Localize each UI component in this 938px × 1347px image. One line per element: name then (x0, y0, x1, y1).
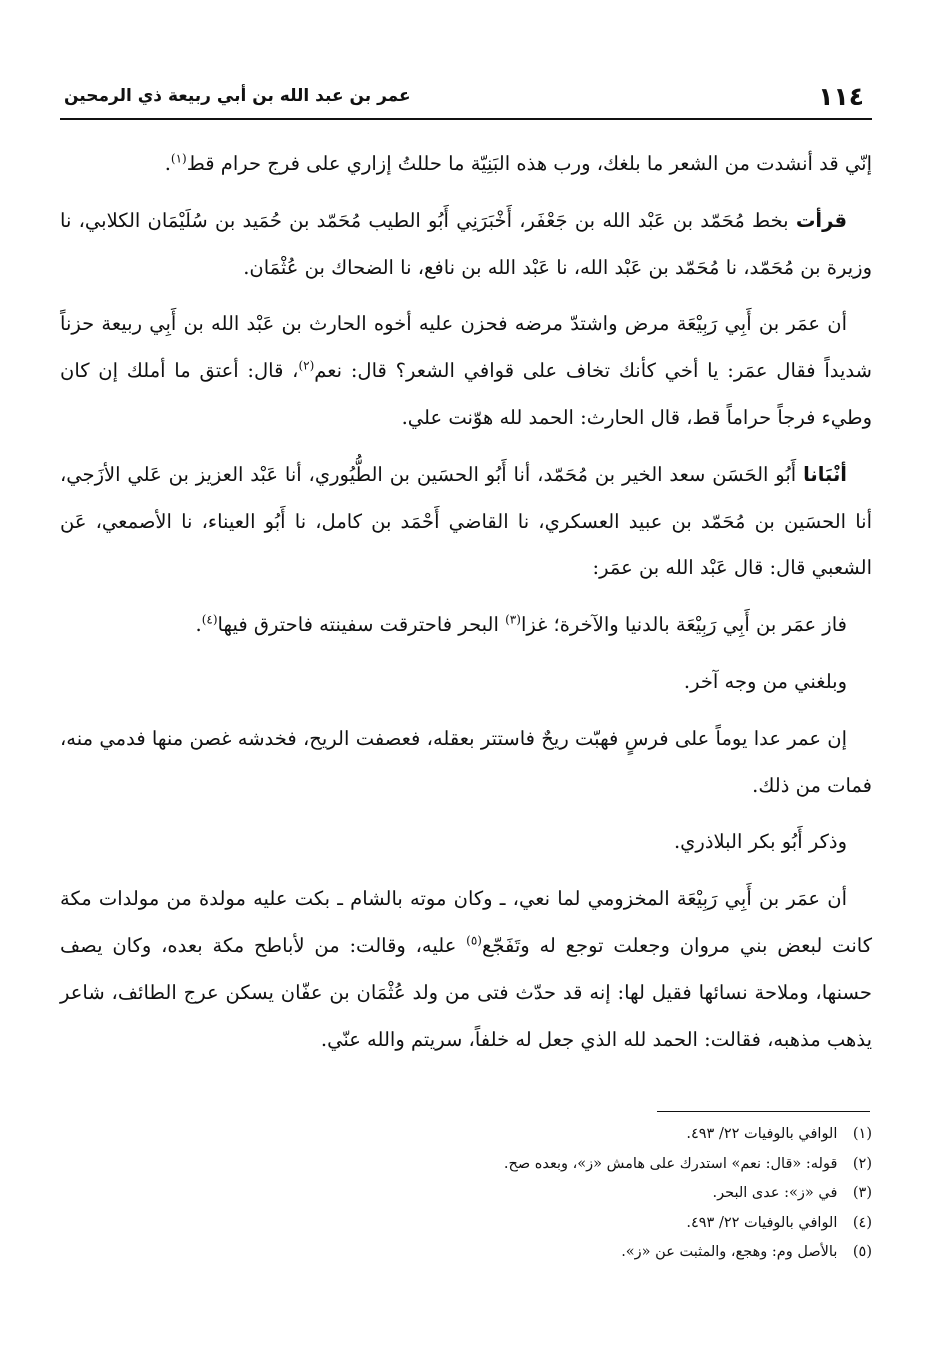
footnote-text: قوله: «قال: نعم» استدرك على هامش «ز»، وبعده صح. (503, 1155, 838, 1172)
footnote-item (60, 1179, 872, 1209)
footnote-number: (٣) (852, 1185, 872, 1201)
footnote-ref[interactable]: (١) (170, 151, 187, 166)
footnote-number: (٤) (852, 1214, 872, 1231)
page-number: ١١٤ (818, 82, 864, 111)
paragraph-text: وبلغني من وجه آخر. (683, 669, 847, 693)
book-page (60, 0, 872, 1347)
paragraph (60, 452, 872, 592)
footnote-ref[interactable]: (٥) (466, 933, 482, 948)
paragraph-text: أَبُو الحَسَن سعد الخير بن مُحَمّد، أنا أَبُو الحسَين بن الطُّيُوري، أنا عَبْد العزيز بن عَلي الأزَجي، أنا الحسَين بن مُحَمّد بن عبيد العسكري، نا القاضي أَحْمَد بن كامل، نا أَبُو العيناء، نا الأصمعي، عَن الشعبي قال: قال عَبْد الله بن عمَر: (60, 462, 872, 580)
paragraph-tail: ، قال: أعتق ما أملك إن كان وطيء فرجاً حراماً قط، قال الحارث: الحمد لله هوّنت علي. (60, 359, 872, 429)
page-header (60, 82, 872, 120)
footnote-text: في «ز»: عدى البحر. (712, 1185, 838, 1201)
footnote-number: (١) (852, 1126, 872, 1142)
footnote-item (60, 1238, 872, 1268)
paragraph-text: إن عمر عدا يوماً على فرسٍ فهبّت ريحٌ فاستتر بعقله، فعصفت الريح، فخدشه غصن منها فدمي منه، فمات من ذلك. (60, 726, 872, 797)
footnote-text: بالأصل وم: وهجع، والمثبت عن «ز». (621, 1244, 838, 1260)
paragraph (60, 141, 872, 188)
paragraph-text: فاز عمَر بن أَبِي رَبِيْعَة بالدنيا والآخرة؛ غزا (520, 613, 847, 637)
footnote-number: (٢) (852, 1155, 872, 1172)
paragraph-tail: . (164, 152, 171, 175)
footnote-ref[interactable]: (٣) (505, 612, 521, 627)
paragraph (60, 876, 872, 1063)
paragraph-text: وذكر أَبُو بكر البلاذري. (673, 830, 847, 854)
footnote-ref[interactable]: (٤) (201, 612, 218, 627)
keyword-lead: قرأت (795, 208, 847, 232)
paragraph (60, 716, 872, 810)
footnote-text: الوافي بالوفيات ٢٢/ ٤٩٣. (686, 1126, 838, 1142)
footnote-item (60, 1150, 872, 1180)
main-text (60, 141, 872, 1073)
paragraph-tail: . (195, 613, 202, 637)
footnote-number: (٥) (852, 1244, 872, 1260)
running-title: عمر بن عبد الله بن أبي ربيعة ذي الرمحين (64, 86, 411, 106)
footnote-item (60, 1209, 872, 1239)
paragraph (60, 301, 872, 441)
footnote-item (60, 1120, 872, 1150)
paragraph-text: إنّي قد أنشدت من الشعر ما بلغك، ورب هذه البَنِيّة ما حللتُ إزاري على فرج حرام قط (186, 152, 872, 175)
footnotes (60, 1120, 872, 1268)
footnote-ref[interactable]: (٢) (298, 358, 315, 373)
paragraph-text-continued: البحر فاحترقت سفينته فاحترق فيها (217, 613, 506, 637)
paragraph (60, 659, 872, 706)
footnote-divider (657, 1111, 870, 1112)
paragraph (60, 819, 872, 866)
paragraph-tail: عليه، وقالت: من لأباطح مكة بعده، وكان يصف حسنها، وملاحة نسائها فقيل لها: إنه قد حدّث فتى من ولد عُثْمَان بن عفّان يسكن عرج الطائف، شاعر يذهب مذهبه، فقالت: الحمد لله الذي جعل له خلفاً، سريتم والله عنّي. (60, 933, 872, 1051)
paragraph-text: بخط مُحَمّد بن عَبْد الله بن جَعْفَر، أَخْبَرَنِي أَبُو الطيب مُحَمّد بن حُمَيد بن سُلَيْمَان الكلابي، نا وزيرة بن مُحَمّد، نا مُحَمّد بن عَبْد الله، نا عَبْد الله بن نافع، نا الضحاك بن عُثْمَان. (60, 208, 872, 279)
paragraph-text: أن عمَر بن أَبِي رَبِيْعَة المخزومي لما نعي، ـ وكان موته بالشام ـ بكت عليه مولدة من مولدات مكة كانت لبعض بني مروان وجعلت توجع له وتَفَجّع (60, 887, 872, 957)
footnote-text: الوافي بالوفيات ٢٢/ ٤٩٣. (686, 1214, 838, 1231)
keyword-lead: أنْبَانا (803, 462, 847, 486)
paragraph-text: أن عمَر بن أَبِي رَبِيْعَة مرض واشتدّ مرضه فحزن عليه أخوه الحارث بن عَبْد الله بن أَبِي ربيعة حزناً شديداً فقال عمَر: يا أخي كأنك تخاف على قوافي الشعر؟ قال: نعم (60, 312, 872, 383)
paragraph (60, 602, 872, 649)
paragraph (60, 198, 872, 292)
